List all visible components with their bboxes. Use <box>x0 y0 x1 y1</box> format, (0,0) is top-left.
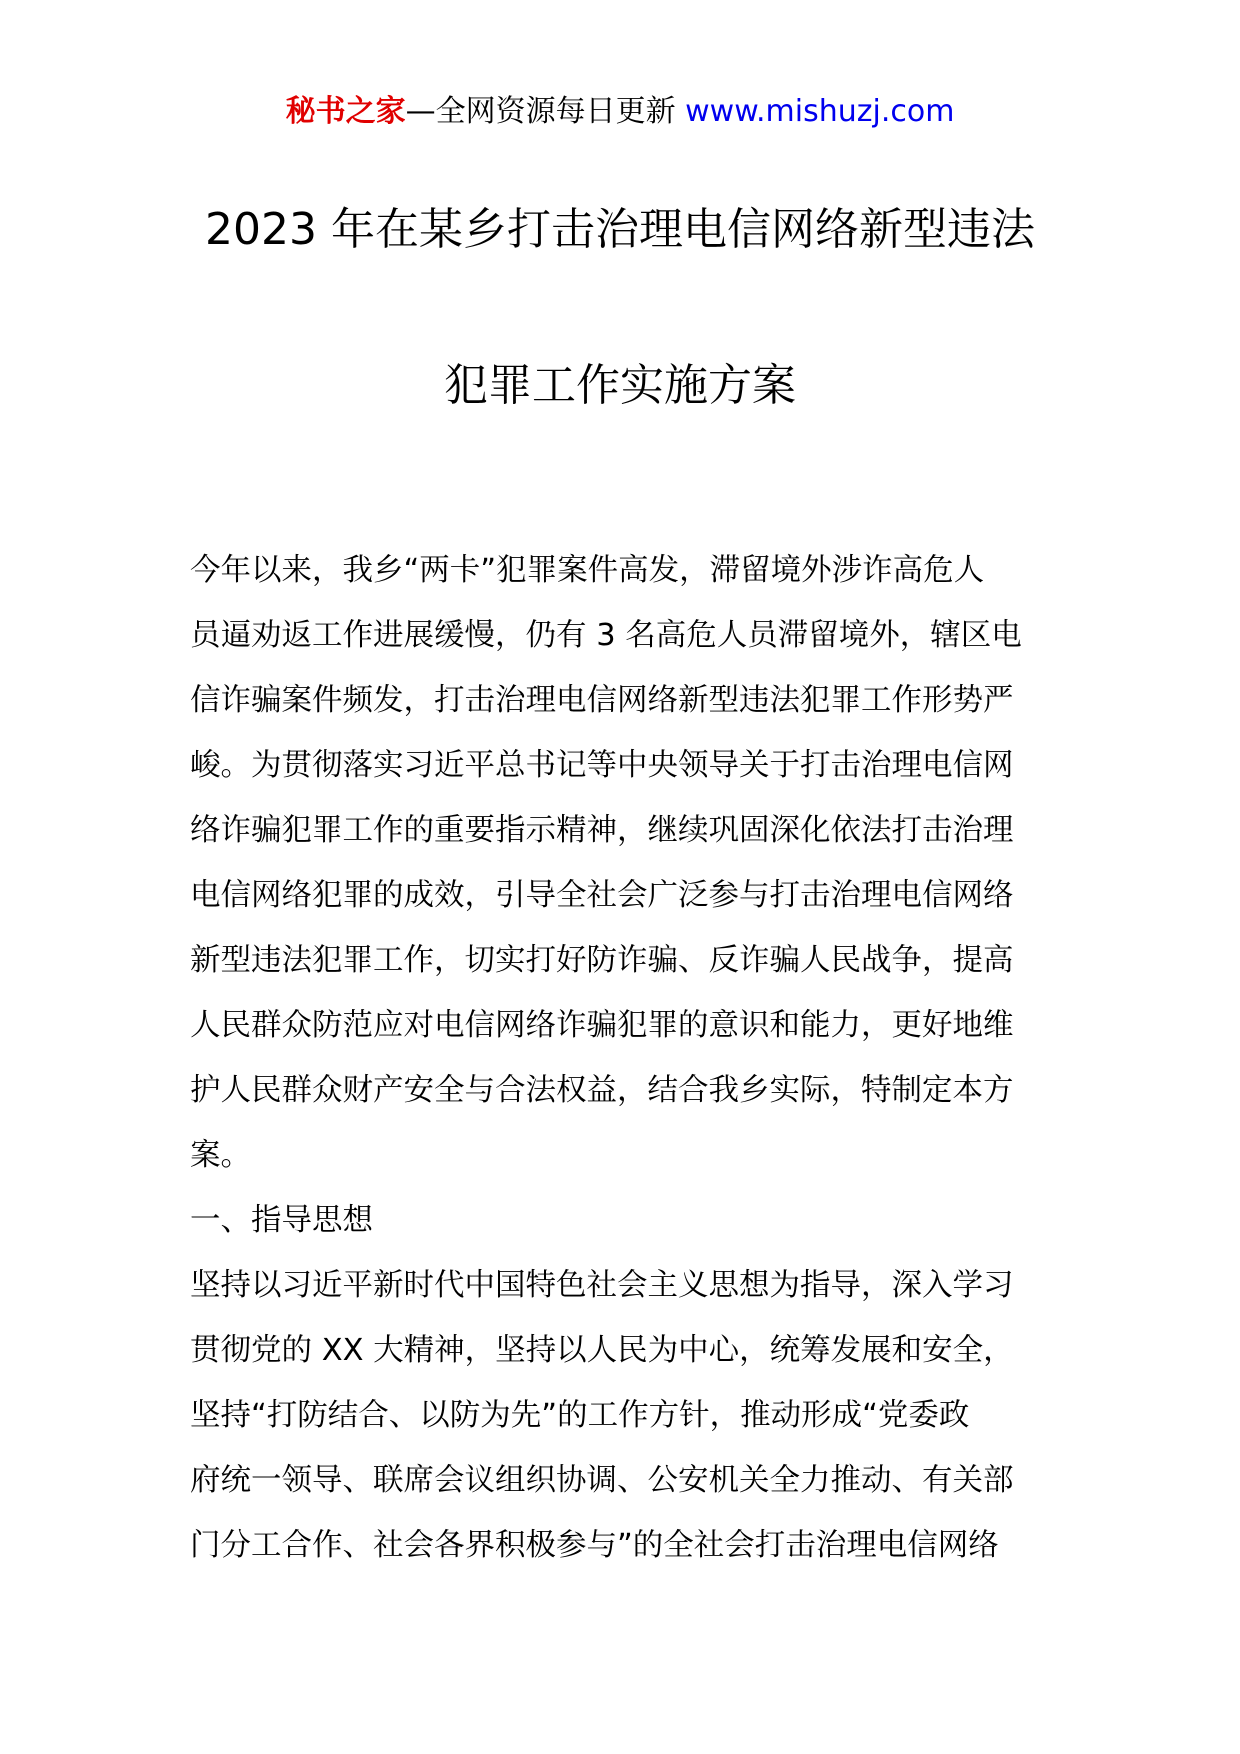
paragraph-line: 员逼劝返工作进展缓慢，仍有 3 名高危人员滞留境外，辖区电 <box>190 618 1022 653</box>
paragraph-line: 人民群众防范应对电信网络诈骗犯罪的意识和能力，更好地维 <box>190 1008 1014 1043</box>
paragraph-line: 护人民群众财产安全与合法权益，结合我乡实际，特制定本方 <box>190 1073 1014 1108</box>
document-title-line-1: 2023 年在某乡打击治理电信网络新型违法 <box>205 204 1035 255</box>
paragraph-line: 电信网络犯罪的成效，引导全社会广泛参与打击治理电信网络 <box>190 878 1014 913</box>
paragraph-line: 新型违法犯罪工作，切实打好防诈骗、反诈骗人民战争，提高 <box>190 943 1014 978</box>
paragraph-line: 信诈骗案件频发，打击治理电信网络新型违法犯罪工作形势严 <box>190 683 1014 718</box>
document-title-line-2: 犯罪工作实施方案 <box>444 360 796 411</box>
site-header <box>0 92 1240 132</box>
paragraph-line: 坚持以习近平新时代中国特色社会主义思想为指导，深入学习 <box>190 1268 1014 1303</box>
document-body <box>190 538 1060 1578</box>
header-tagline: —全网资源每日更新 <box>405 94 676 129</box>
paragraph-line: 门分工合作、社会各界积极参与”的全社会打击治理电信网络 <box>190 1528 999 1563</box>
site-url-link[interactable]: www.mishuzj.com <box>685 94 955 129</box>
paragraph-line: 府统一领导、联席会议组织协调、公安机关全力推动、有关部 <box>190 1463 1014 1498</box>
section-heading: 一、指导思想 <box>190 1203 373 1238</box>
paragraph-line: 坚持“打防结合、以防为先”的工作方针，推动形成“党委政 <box>190 1398 970 1433</box>
paragraph-line: 峻。为贯彻落实习近平总书记等中央领导关于打击治理电信网 <box>190 748 1014 783</box>
paragraph-line: 络诈骗犯罪工作的重要指示精神，继续巩固深化依法打击治理 <box>190 813 1014 848</box>
paragraph-line: 今年以来，我乡“两卡”犯罪案件高发，滞留境外涉诈高危人 <box>190 553 985 588</box>
brand-name: 秘书之家 <box>285 94 406 129</box>
paragraph-line: 贯彻党的 XX 大精神，坚持以人民为中心，统筹发展和安全， <box>190 1333 1014 1368</box>
paragraph-line: 案。 <box>190 1138 251 1173</box>
